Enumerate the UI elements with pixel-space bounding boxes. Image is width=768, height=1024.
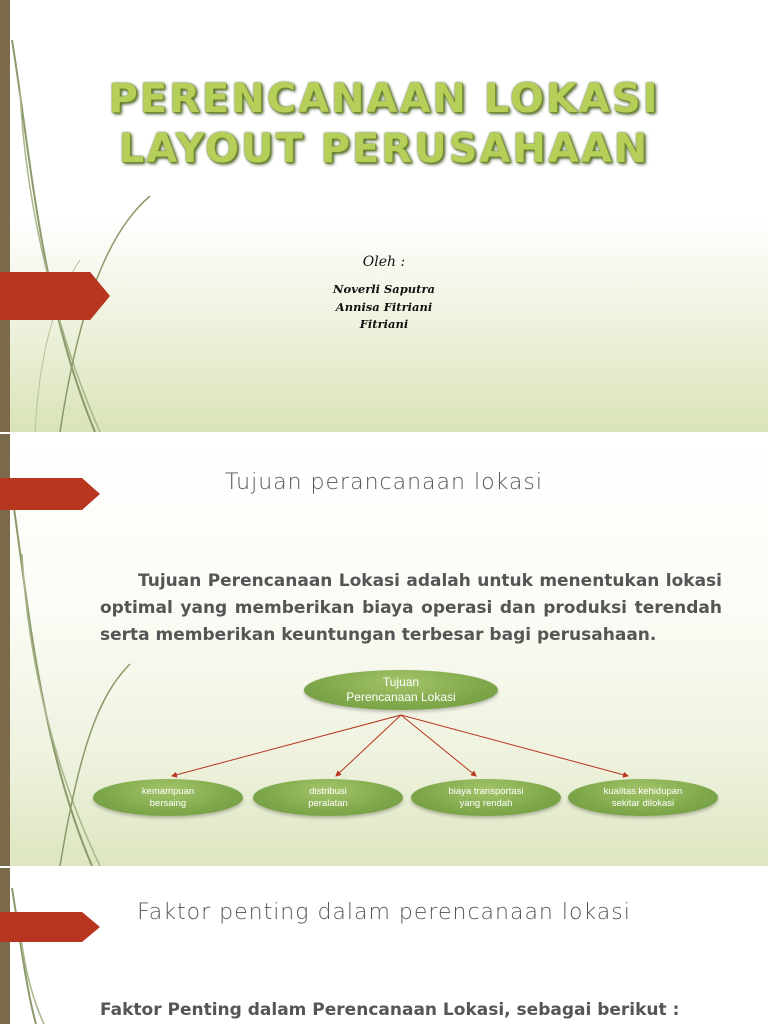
node-line: kualitas kehidupan [603,785,683,797]
node-line: kemampuan [141,785,195,797]
slide-3 [0,868,768,1024]
author-name: Annisa Fitriani [335,299,433,314]
root-line-1: Tujuan [382,675,420,689]
connector-arrow [172,715,401,776]
node-line: peralatan [308,797,348,809]
author-name: Fitriani [359,317,409,331]
oleh-label: Oleh : [362,254,406,270]
connector-arrow [401,715,476,776]
node-line: bersaing [149,797,187,809]
slide-2 [0,434,768,866]
diagram-child-node [93,779,243,816]
slide-2-heading: Tujuan perancanaan lokasi [225,470,543,495]
slide-3-heading: Faktor penting dalam perencanaan lokasi [137,900,631,925]
node-line: biaya transportasi [448,785,524,797]
diagram-child-node [253,779,403,816]
slide-1 [0,0,768,432]
slide-3-subheading: Faktor Penting dalam Perencanaan Lokasi, sebagai berikut : [100,1000,680,1020]
node-line: sekitar dilokasi [611,797,675,809]
connector-arrow [401,715,628,776]
title-line-1: PERENCANAAN LOKASI [108,76,660,122]
author-name: Noverli Saputra [333,282,435,296]
author-list [0,281,768,334]
node-line: yang rendah [459,797,513,809]
node-line: distribusi [309,785,347,797]
diagram-root-node [304,670,498,710]
slide-1-title [0,74,768,174]
diagram-child-node [411,779,561,816]
decorative-swoosh-icon [0,0,200,432]
title-line-2: LAYOUT PERUSAHAAN [118,126,650,172]
root-line-2: Perencanaan Lokasi [346,690,456,704]
diagram-child-node [568,779,718,816]
slide-2-paragraph: Tujuan Perencanaan Lokasi adalah untuk menentukan lokasi optimal yang memberikan biaya operasi dan produksi terendah serta memberikan keuntungan terbesar bagi perusahaan. [100,571,722,645]
